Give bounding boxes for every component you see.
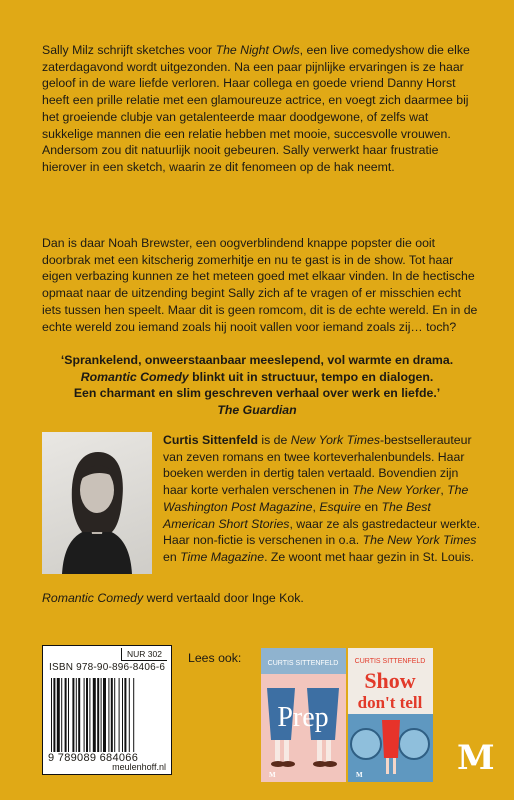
barcode-bar	[93, 678, 96, 752]
barcode-bar	[133, 678, 134, 752]
cover-show-author: CURTIS SITTENFELD	[354, 658, 426, 665]
bio-run: The Washington Post Magazine	[163, 483, 469, 514]
barcode-bar	[119, 678, 120, 752]
translator-credit: Romantic Comedy werd vertaald door Inge Kok.	[42, 591, 304, 605]
barcode-bars	[51, 678, 165, 752]
bio-run: The New York Times	[362, 533, 477, 548]
bio-run: , waar ze als gastredacteur werkte. Haar non-fictie is verschenen in o.a.	[163, 516, 481, 548]
blurb-paragraph-2: Dan is daar Noah Brewster, een oogverblindend knappe popster die ooit doorbrak met een kitscherig zomerhitje en nu te gast is in de show. Tot haar eigen verbazing kunnen ze het meteen goed met elkaar vinden. In de hectische opmaat naar de uitzending begint Sally zich af te vragen of er misschien echt iets tussen hen speelt. Maar dit is geen romcom, dit is de echte wereld. En in de echte wereld zou iemand zoals hij nooit vallen voor iemand zoals zij… toch?	[42, 236, 478, 334]
bio-run: Curtis Sittenfeld	[163, 433, 258, 447]
author-bio	[163, 432, 483, 566]
bio-run: Time Magazine	[180, 549, 265, 564]
blurb-paragraph-1	[42, 42, 482, 176]
barcode-bar	[103, 678, 106, 752]
publisher-logo: M	[457, 738, 495, 778]
quote-line-1: ‘Sprankelend, onweerstaanbaar meeslepend, vol warmte en drama.	[60, 353, 454, 367]
barcode-bar	[89, 678, 90, 752]
barcode-bar	[65, 678, 67, 752]
cover-prep	[261, 648, 346, 782]
isbn-number: ISBN 978-90-896-8406-6	[49, 662, 166, 673]
barcode-bar	[97, 678, 99, 752]
bio-run: . Ze woont met haar gezin in St. Louis.	[264, 549, 474, 564]
publisher-website: meulenhoff.nl	[112, 762, 166, 772]
barcode-bar	[57, 678, 60, 752]
bio-run: The New Yorker	[352, 483, 441, 498]
blurb-p1-run: Sally Milz schrijft sketches voor	[42, 43, 216, 57]
cover-show-dont-tell	[348, 648, 433, 782]
barcode-bar	[51, 678, 52, 752]
bio-run: en	[361, 499, 382, 514]
cover-prep-publisher: M	[269, 771, 276, 779]
cover-show-publisher: M	[356, 771, 363, 779]
isbn-barcode	[42, 645, 172, 775]
nur-code: NUR 302	[121, 648, 167, 661]
bio-run: Esquire	[319, 499, 362, 514]
cover-prep-title: Prep	[277, 702, 329, 733]
barcode-bar	[111, 678, 113, 752]
barcode-bar	[53, 678, 55, 752]
barcode-bar	[114, 678, 115, 752]
quote-line-2: Romantic Comedy blinkt uit in structuur, tempo en dialogen.	[80, 369, 434, 384]
bio-run: ,	[440, 483, 448, 498]
barcode-bar	[76, 678, 77, 752]
bio-run: The Best American Short Stories	[163, 499, 431, 531]
barcode-bar	[84, 678, 85, 752]
bio-run: New York Times	[290, 433, 380, 447]
blurb-p1-run: , een live comedyshow die elke zaterdagavond wordt uitgezonden. Na een paar pijnlijke ervaringen is ze haar geloof in de ware liefde verloren. Haar collega en goede vriend Danny Horst heeft een prille relatie met een glamoureuze actrice, en voegt zich daarmee bij het groeiende clubje van getalenteerde maar doodgewone, of zelfs wat sukkelige mannen die een relatie hebben met mooie, succesvolle vrouwen. Andersom zou dit natuurlijk nooit gebeuren. Sally verwerkt haar frustratie hierover in een sketch, waarin ze dit fenomeen op de hak neemt.	[42, 43, 470, 174]
cover-show-title-1: Show	[364, 668, 416, 693]
barcode-bar	[124, 678, 126, 752]
bio-run: ,	[312, 499, 320, 514]
barcode-bar	[68, 678, 69, 752]
barcode-bar	[78, 678, 80, 752]
quote-source: The Guardian	[217, 403, 297, 418]
bio-run: en	[163, 549, 181, 564]
barcode-bar	[129, 678, 130, 752]
barcode-bar	[61, 678, 62, 752]
bio-run: is de	[257, 433, 291, 447]
cover-prep-author: CURTIS SITTENFELD	[267, 660, 339, 667]
author-photo	[42, 432, 152, 574]
bio-run: -bestsellerauteur van zeven romans en twee korteverhalenbundels. Haar boeken werden in dertig talen vertaald. Bovendien zijn haar korte verhalen verschenen in	[163, 433, 472, 498]
barcode-bar	[101, 678, 102, 752]
ean-number: 9 789089 684066	[48, 752, 139, 764]
lees-ook-label: Lees ook:	[188, 651, 242, 665]
review-quote	[0, 352, 514, 419]
barcode-bar	[72, 678, 74, 752]
cover-show-title-2: don't tell	[357, 693, 423, 712]
barcode-bar	[86, 678, 88, 752]
quote-line-3: Een charmant en slim geschreven verhaal over werk en liefde.’	[73, 386, 441, 401]
barcode-bar	[108, 678, 109, 752]
quote-book-title: Romantic Comedy	[80, 369, 189, 384]
barcode-bar	[122, 678, 123, 752]
blurb-p1-run: The Night Owls	[215, 43, 300, 57]
